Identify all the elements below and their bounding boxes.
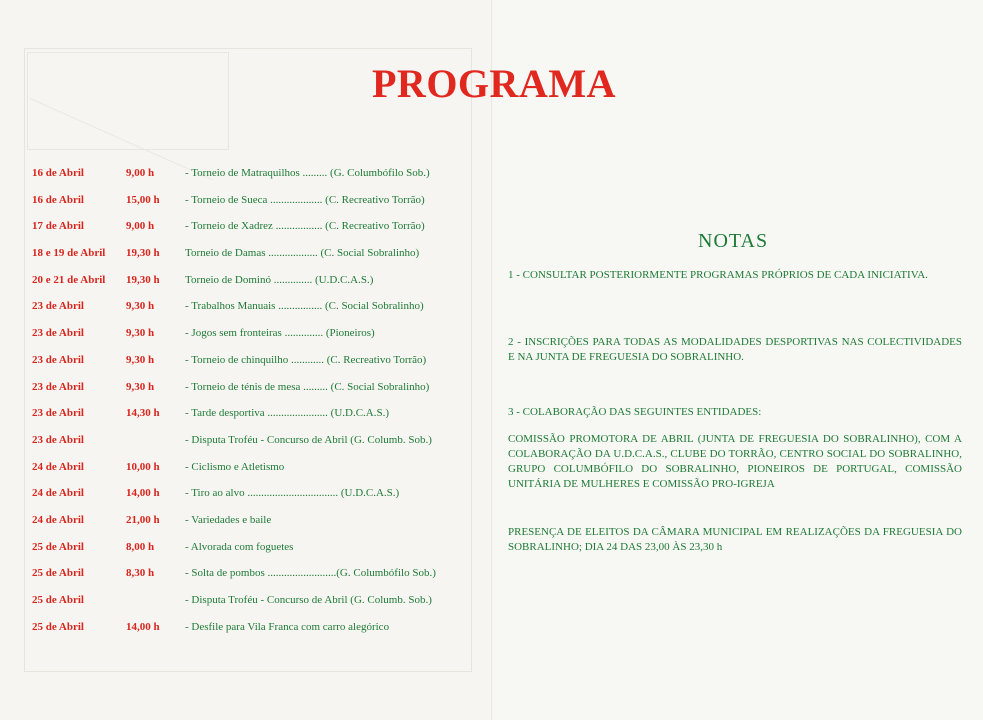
schedule-date: 23 de Abril <box>32 380 84 393</box>
schedule-row <box>32 560 482 587</box>
schedule-row <box>32 587 482 614</box>
schedule-row <box>32 347 482 374</box>
schedule-time: 8,00 h <box>126 540 155 553</box>
schedule-row <box>32 534 482 561</box>
schedule-date: 23 de Abril <box>32 407 84 420</box>
schedule-row <box>32 614 482 641</box>
schedule-row <box>32 160 482 187</box>
schedule-date: 17 de Abril <box>32 220 84 233</box>
note-item-3: 3 - COLABORAÇÃO DAS SEGUINTES ENTIDADES: <box>508 406 762 418</box>
schedule-time: 8,30 h <box>126 567 155 580</box>
schedule-time: 9,30 h <box>126 327 155 340</box>
schedule-time: 21,00 h <box>126 513 160 526</box>
schedule-time: 14,00 h <box>126 620 160 633</box>
schedule-date: 25 de Abril <box>32 594 84 606</box>
note-item-1: 1 - CONSULTAR POSTERIORMENTE PROGRAMAS PRÓPRIOS DE CADA INICIATIVA. <box>508 269 928 281</box>
show-through-box <box>27 52 229 150</box>
schedule-row <box>32 267 482 294</box>
schedule-date: 23 de Abril <box>32 433 84 446</box>
schedule-date: 25 de Abril <box>32 567 84 580</box>
schedule-event: - Torneio de chinquilho ............ (C. Recreativo Torrão) <box>185 353 427 366</box>
schedule-row <box>32 213 482 240</box>
schedule-row <box>32 240 482 267</box>
schedule-event: - Desfile para Vila Franca com carro alegórico <box>185 620 390 633</box>
schedule-event: - Torneio de Matraquilhos ......... (G. Columbófilo Sob.) <box>185 167 430 179</box>
schedule-date: 23 de Abril <box>32 327 84 340</box>
schedule-event: - Disputa Troféu - Concurso de Abril (G. Columb. Sob.) <box>185 594 432 606</box>
note-item-2: 2 - INSCRIÇÕES PARA TODAS AS MODALIDADES DESPORTIVAS NAS COLECTIVIDADES E NA JUNTA DE FREGUESIA DO SOBRALINHO. <box>508 336 962 363</box>
schedule-date: 25 de Abril <box>32 540 84 553</box>
schedule-event: - Torneio de Sueca ................... (C. Recreativo Torrão) <box>185 193 425 206</box>
schedule-row <box>32 507 482 534</box>
schedule-event: - Tarde desportiva ...................... (U.D.C.A.S.) <box>185 407 390 420</box>
schedule-date: 24 de Abril <box>32 487 84 500</box>
schedule-time: 19,30 h <box>126 247 160 260</box>
schedule-row <box>32 374 482 401</box>
schedule-event: - Ciclismo e Atletismo <box>185 460 285 473</box>
schedule-event: - Jogos sem fronteiras .............. (Pioneiros) <box>185 327 375 340</box>
schedule-row <box>32 400 482 427</box>
schedule-time: 14,00 h <box>126 487 160 500</box>
note-item-presence: PRESENÇA DE ELEITOS DA CÂMARA MUNICIPAL EM REALIZAÇÕES DA FREGUESIA DO SOBRALINHO; DIA 24 DAS 23,00 ÀS 23,30 h <box>508 526 962 553</box>
schedule-time: 19,30 h <box>126 273 160 286</box>
schedule-time: 9,00 h <box>126 167 155 179</box>
schedule-row <box>32 427 482 454</box>
schedule-date: 18 e 19 de Abril <box>32 247 106 260</box>
schedule-time: 9,00 h <box>126 220 155 233</box>
schedule-row <box>32 480 482 507</box>
schedule-row <box>32 187 482 214</box>
schedule-event: - Disputa Troféu - Concurso de Abril (G. Columb. Sob.) <box>185 433 432 446</box>
schedule-time: 9,30 h <box>126 380 155 393</box>
schedule-event: - Torneio de Xadrez ................. (C. Recreativo Torrão) <box>185 220 425 233</box>
schedule-date: 23 de Abril <box>32 300 84 313</box>
schedule-time: 10,00 h <box>126 460 160 473</box>
schedule-date: 25 de Abril <box>32 620 84 633</box>
notes-title: NOTAS <box>698 230 769 252</box>
note-item-3-entities: COMISSÃO PROMOTORA DE ABRIL (JUNTA DE FREGUESIA DO SOBRALINHO), COM A COLABORAÇÃO DA U.D.C.A.S., CLUBE DO TORRÃO, CENTRO SOCIAL DO SOBRALINHO, GRUPO COLUMBÓFILO DO SOBRALINHO, PIONEIROS DE PORTUGAL, COMISSÃO UNITÁRIA DE MULHERES E COMISSÃO PRO-IGREJA <box>508 433 962 490</box>
schedule-event: - Trabalhos Manuais ................ (C. Social Sobralinho) <box>185 300 424 313</box>
schedule-date: 20 e 21 de Abril <box>32 273 106 286</box>
schedule-event: - Torneio de ténis de mesa ......... (C. Social Sobralinho) <box>185 380 430 393</box>
schedule-row <box>32 454 482 481</box>
schedule-event: Torneio de Damas .................. (C. Social Sobralinho) <box>185 247 420 260</box>
page-title: PROGRAMA <box>372 61 616 106</box>
schedule-date: 16 de Abril <box>32 167 84 179</box>
schedule-event: - Tiro ao alvo ................................. (U.D.C.A.S.) <box>185 487 400 500</box>
schedule-row <box>32 293 482 320</box>
schedule-event: Torneio de Dominó .............. (U.D.C.A.S.) <box>185 273 374 286</box>
schedule-time: 15,00 h <box>126 193 160 206</box>
schedule-event: - Solta de pombos .........................(G. Columbófilo Sob.) <box>185 567 436 580</box>
schedule-event: - Variedades e baile <box>185 513 272 526</box>
schedule-date: 24 de Abril <box>32 460 84 473</box>
schedule-date: 23 de Abril <box>32 353 84 366</box>
schedule-date: 16 de Abril <box>32 193 84 206</box>
schedule-time: 9,30 h <box>126 353 155 366</box>
schedule-date: 24 de Abril <box>32 513 84 526</box>
schedule-row <box>32 320 482 347</box>
schedule-time: 9,30 h <box>126 300 155 313</box>
schedule-event: - Alvorada com foguetes <box>185 540 294 553</box>
schedule-list <box>32 160 482 640</box>
schedule-time: 14,30 h <box>126 407 160 420</box>
